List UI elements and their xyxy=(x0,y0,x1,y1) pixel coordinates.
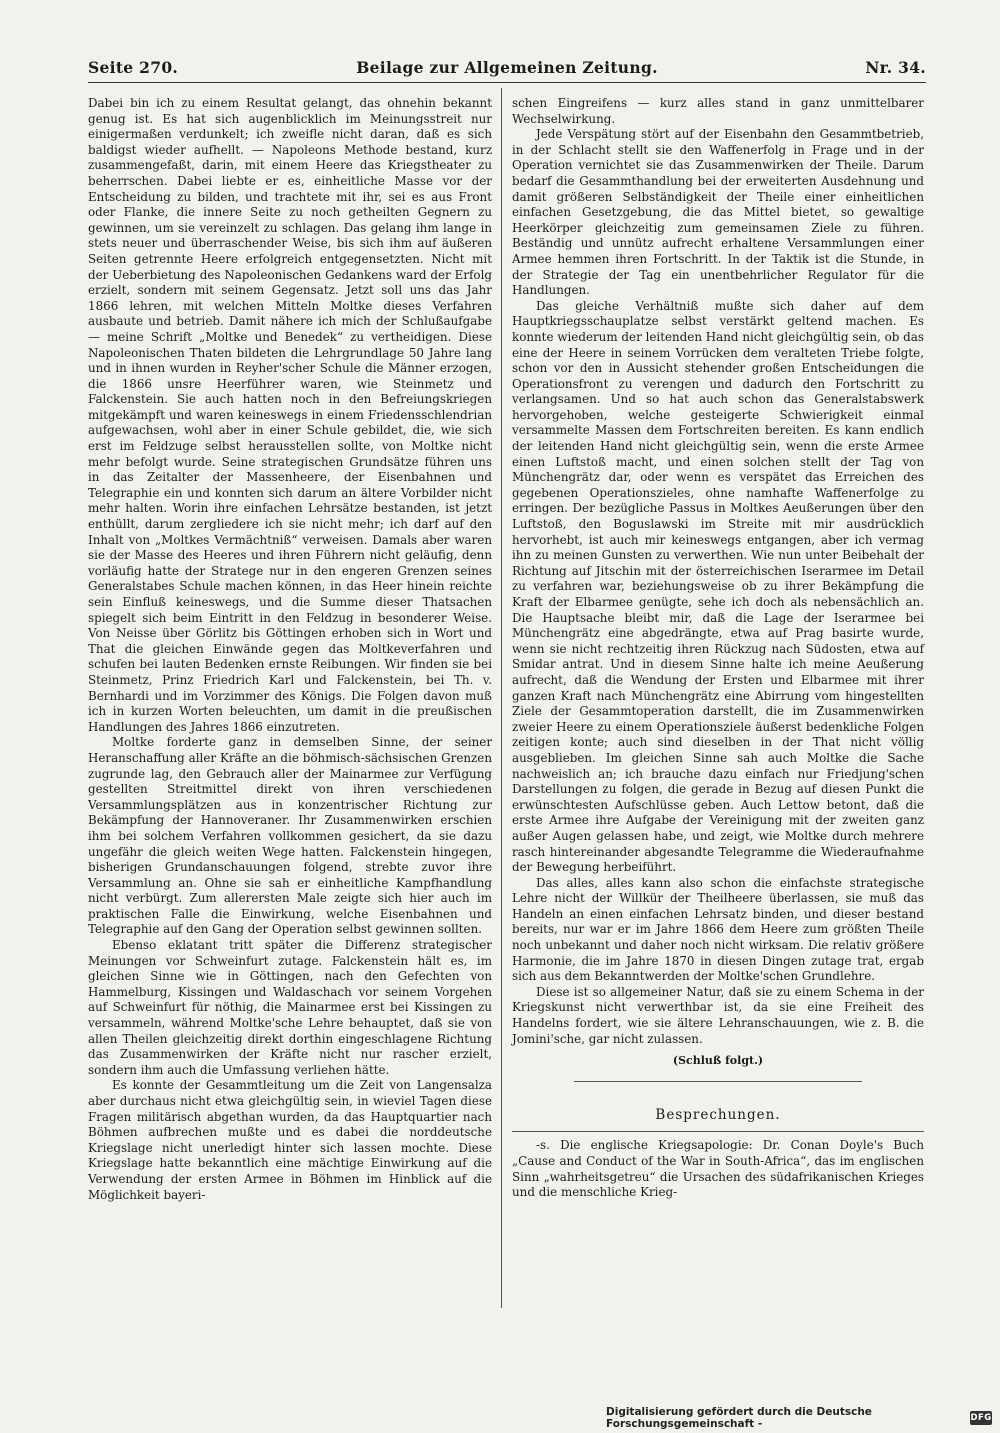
paragraph: Das alles, alles kann also schon die einfachste strategische Lehre nicht der Willkür der Theilheere überlassen, sie muß das Handeln an einen einfachen Lehrsatz binden, und dieser bestand bereits, nur war er im Jahre 1866 dem Heere zum größten Theile noch unbekannt und daher noch nicht wirksam. Die relativ größere Harmonie, die im Jahre 1870 in diesen Dingen zutage trat, ergab sich aus dem Bekanntwerden der Moltke'schen Grundlehre. xyxy=(512,875,924,984)
continuation-note: (Schluß folgt.) xyxy=(672,1054,764,1068)
journal-title: Beilage zur Allgemeinen Zeitung. xyxy=(356,58,658,77)
paragraph: Ebenso eklatant tritt später die Differenz strategischer Meinungen vor Schweinfurt zutage. Falckenstein hält es, im gleichen Sinne wie in Göttingen, nach den Gefechten von Hammelburg, Kissingen und Waldaschach vor seinem Vorgehen auf Schweinfurt für nöthig, die Mainarmee erst bei Kissingen zu versammeln, während Moltke'sche Lehre behauptet, daß sie von allen Theilen gleichzeitig direkt dorthin eingeschlagene Richtung das Zusammenwirken der Kräfte nicht nur rascher erzielt, sondern ihm auch die Umfassung verliehen hätte. xyxy=(88,938,492,1077)
paragraph: Es konnte der Gesammtleitung um die Zeit von Langensalza aber durchaus nicht etwa gleichgültig sein, in wieviel Tagen diese Fragen militärisch abgethan wurden, da das Hauptquartier nach Böhmen aufbrechen mußte und es dabei die norddeutsche Kriegslage nicht unerledigt hinter sich lassen mochte. Diese Kriegslage hatte bekanntlich eine mächtige Einwirkung auf die Verwendung der ersten Armee in Böhmen im Hinblick auf die Möglichkeit bayeri- xyxy=(88,1078,492,1202)
paragraph: Dabei bin ich zu einem Resultat gelangt, das ohnehin bekannt genug ist. Es hat sich augenblicklich im Meinungsstreit nur einigermaßen verdunkelt; ich zweifle nicht daran, daß es sich baldigst wieder aufhellt. — Napoleons Methode bestand, kurz zusammengefaßt, darin, mit einem Heere das Kriegstheater zu beherrschen. Dabei liebte er es, einheitliche Masse vor der Entscheidung zu bilden, und trachtete mit ihr, sei es aus Front oder Flanke, die innere Seite zu noch getheilten Gegnern zu gewinnen, um sie vereinzelt zu schlagen. Das gelang ihm lange in stets neuer und überraschender Weise, bis sich ihm auf äußeren Seiten getrennte Heere erfolgreich entgegensetzten. Nicht mit der Ueberbietung des Napoleonischen Gedankens ward der Erfolg erzielt, sondern mit seinem Gegensatz. Jetzt soll uns das Jahr 1866 lehren, mit welchen Mitteln Moltke dieses Verfahren ausbaute und betrieb. Damit nähere ich mich der Schlußaufgabe — meine Schrift „Moltke und Benedek“ zu vertheidigen. Diese Napoleonischen Thaten bildeten die Lehrgrundlage 50 Jahre lang und in ihnen wurden in Reyher'scher Schule die Männer erzogen, die 1866 unsre Heerführer waren, wie Steinmetz und Falckenstein. Sie auch hatten noch in den Befreiungskriegen mitgekämpft und waren keineswegs in einem Friedensschlendrian aufgewachsen, wohl aber in einer Schule gebildet, die, wie sich erst im Feldzuge selbst herausstellen sollte, von Moltke nicht mehr befolgt wurde. Seine strategischen Grundsätze führen uns in das Zeitalter der Massenheere, der Eisenbahnen und Telegraphie ein und konnten sich darum an ältere Vorbilder nicht mehr halten. Worin ihre einfachen Lehrsätze bestanden, ist jetzt enthüllt, darum zergliedere ich sie nicht mehr; ich darf auf den Inhalt von „Moltkes Vermächtniß“ verweisen. Damals aber waren sie der Masse des Heeres und ihren Führern nicht geläufig, denn vorläufig hatte der Stratege nur in den engeren Grenzen seines Generalstabes Schule machen können, in das Heer hinein reichte sein Einfluß keineswegs, und die Summe dieser Thatsachen spiegelt sich beim Eintritt in den Feldzug in besonderer Weise. Von Neisse über Görlitz bis Göttingen erhoben sich in Wort und That die gleichen Einwände gegen das Moltkeverfahren und schufen bei lauten Bedenken ernste Reibungen. Wir finden sie bei Steinmetz, Prinz Friedrich Karl und Falckenstein, bei Th. v. Bernhardi und im Vorzimmer des Königs. Die Folgen davon muß ich in kurzen Worten beleuchten, um damit in die preußischen Handlungen des Jahres 1866 einzutreten. xyxy=(88,96,492,734)
issue-number: Nr. 34. xyxy=(865,58,926,77)
paragraph: schen Eingreifens — kurz alles stand in ganz unmittelbarer Wechselwirkung. xyxy=(512,96,924,126)
page-number: Seite 270. xyxy=(88,58,179,77)
section-divider xyxy=(574,1081,862,1082)
section-heading: Besprechungen. xyxy=(655,1106,781,1123)
right-column xyxy=(512,96,924,1201)
paragraph: Jede Verspätung stört auf der Eisenbahn den Gesammtbetrieb, in der Schlacht stellt sie den Waffenerfolg in Frage und in der Operation vernichtet sie das Zusammenwirken der Theile. Darum bedarf die Gesammthandlung bei der erweiterten Ausdehnung und damit größeren Selbständigkeit der Theile einer einheitlichen einfachen Gesetzgebung, die das Mittel bietet, so gewaltige Heerkörper gleichzeitig zum gemeinsamen Ziele zu führen. Beständig und unnütz aufrecht erhaltene Versammlungen einer Armee hemmen ihren Fortschritt. In der Taktik ist die Stunde, in der Strategie der Tag ein unentbehrlicher Regulator für die Handlungen. xyxy=(512,127,924,298)
footer-text: Digitalisierung gefördert durch die Deutsche Forschungsgemeinschaft - xyxy=(606,1406,872,1430)
dfg-logo-icon: DFG xyxy=(970,1413,992,1423)
digitization-footer xyxy=(606,1406,992,1430)
page-header xyxy=(88,52,926,80)
paragraph: Das gleiche Verhältniß mußte sich daher auf dem Hauptkriegsschauplatze selbst verstärkt geltend machen. Es konnte wiederum der leitenden Hand nicht gleichgültig sein, ob das eine der Heere in seinem Vorrücken dem veralteten Triebe folgte, schon vor den in Aussicht stehender großen Entscheidungen die Operationsfront zu verengen und dadurch den Fortschritt zu verlangsamen. Und so hat auch schon das Generalstabswerk hervorgehoben, welche gesteigerte Schwierigkeit einmal versammelte Massen dem Fortschreiten bereiten. Es kann endlich der leitenden Hand nicht gleichgültig sein, wenn die erste Armee einen Luftstoß macht, und einen solchen stellt der Tag von Münchengrätz dar, oder wenn es verspätet das Erreichen des gegebenen Operationszieles, ohne namhafte Waffenerfolge zu erringen. Der bezügliche Passus in Moltkes Aeußerungen über den Luftstoß, den Boguslawski im Streite mit mir ausdrücklich hervorhebt, ist auch mir keineswegs entgangen, aber ich vermag ihn zu meinen Gunsten zu verwerthen. Wie nun unter Beibehalt der Richtung auf Jitschin mit der österreichischen Iserarmee im Detail zu verfahren war, beziehungsweise ob zu ihrer Bekämpfung die Kraft der Elbarmee genügte, sehe ich doch als nebensächlich an. Die Hauptsache bleibt mir, daß die Lage der Iserarmee bei Münchengrätz eine abgedrängte, etwa auf Prag basirte wurde, wenn sie nicht rechtzeitig ihren Rückzug nach Südosten, etwa auf Smidar antrat. Und in diesem Sinne halte ich meine Aeußerung aufrecht, daß die Wendung der Ersten und Elbarmee mit ihrer ganzen Kraft nach Münchengrätz eine Abirrung vom hingestellten Ziele der Gesammtoperation darstellt, die im Zusammenwirken zweier Heere zu einem Operationsziele äußerst bedenkliche Folgen zeitigen konte; auch sind dieselben in der That nicht völlig ausgeblieben. Im gleichen Sinne sah auch Moltke die Sache nachweislich an; ich brauche dazu einfach nur Friedjung'schen Darstellungen zu folgen, die gerade in Bezug auf diesen Punkt die erwünschtesten Aufschlüsse geben. Auch Lettow betont, daß die erste Armee ihre Aufgabe der Vereinigung mit der zweiten ganz außer Augen gelassen habe, und zeigt, wie Moltke durch mehrere rasch hintereinander abgesandte Telegramme die Wiederaufnahme der Bewegung herbeiführt. xyxy=(512,298,924,875)
review-paragraph: -s. Die englische Kriegsapologie: Dr. Conan Doyle's Buch „Cause and Conduct of the War in South-Africa“, das im englischen Sinn „wahrheitsgetreu“ die Ursachen des südafrikanischen Krieges und die menschliche Krieg- xyxy=(512,1138,924,1200)
left-column xyxy=(88,96,492,1203)
heading-rule xyxy=(512,1131,924,1132)
paragraph: Diese ist so allgemeiner Natur, daß sie zu einem Schema in der Kriegskunst nicht verwerthbar ist, da sie eine Freiheit des Handelns fordert, wie sie ältere Lehranschauungen, wie z. B. die Jomini'sche, gar nicht zulassen. xyxy=(512,984,924,1046)
header-rule xyxy=(88,82,926,83)
paragraph: Moltke forderte ganz in demselben Sinne, der seiner Heranschaffung aller Kräfte an die böhmisch-sächsischen Grenzen zugrunde lag, den Gebrauch aller der Mainarmee zur Verfügung gestellten Streitmittel direkt von ihren verschiedenen Versammlungsplätzen aus in konzentrischer Richtung zur Bekämpfung der Hannoveraner. Ihr Zusammenwirken erschien ihm bei solchem Verfahren vollkommen gesichert, da sie dazu ungefähr die gleich weiten Wege hatten. Falckenstein hingegen, bisherigen Grundanschauungen folgend, strebte zuvor ihre Versammlung an. Ohne sie sah er einheitliche Kampfhandlung nicht verbürgt. Zum allerersten Male zeigte sich hier auch im praktischen Falle die Einwirkung, welche Eisenbahnen und Telegraphie auf den Gang der Operation selbst gewinnen sollten. xyxy=(88,735,492,937)
column-divider xyxy=(501,88,502,1308)
